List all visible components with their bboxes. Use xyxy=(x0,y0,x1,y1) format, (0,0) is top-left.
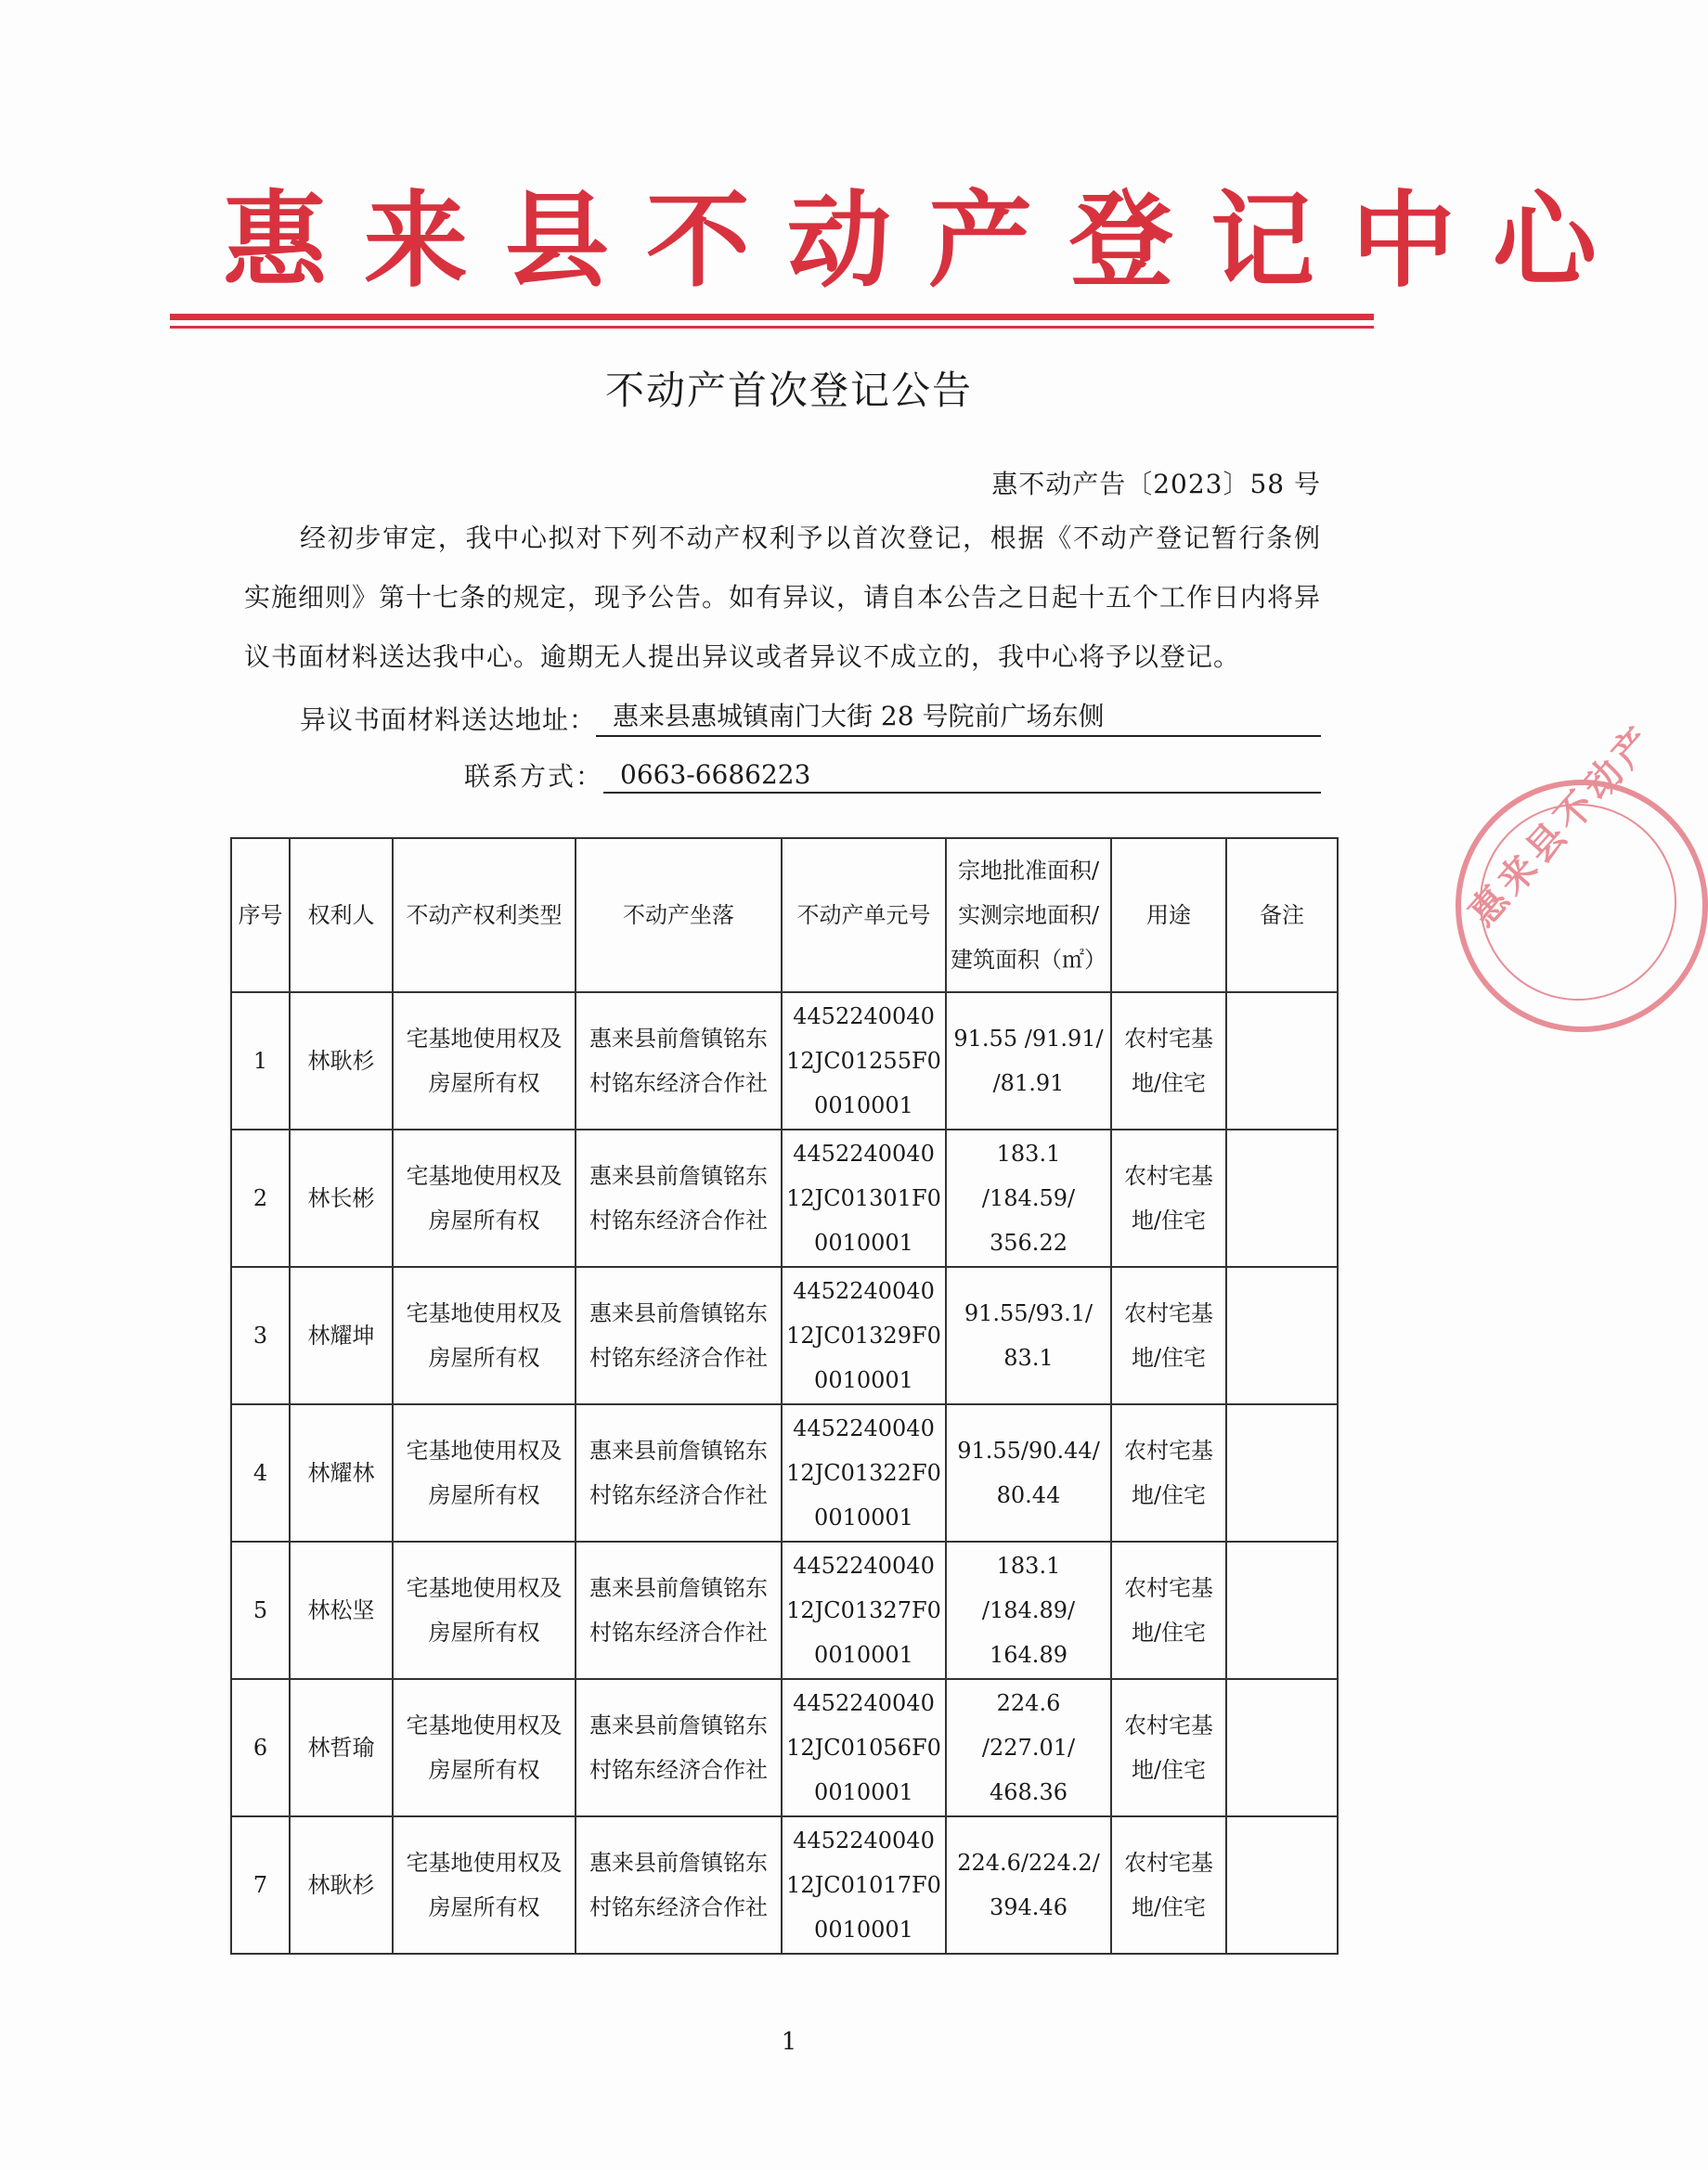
table-row xyxy=(231,1816,1338,1954)
table-row xyxy=(231,992,1338,1130)
cell-location: 惠来县前詹镇铭东村铭东经济合作社 xyxy=(576,1267,782,1404)
header-cell: 不动产坐落 xyxy=(576,838,782,992)
table-row xyxy=(231,1404,1338,1542)
cell-owner: 林长彬 xyxy=(290,1130,393,1267)
header-cell: 备注 xyxy=(1226,838,1338,992)
cell-unit-number: 445224004012JC01255F00010001 xyxy=(782,992,946,1130)
cell-usage: 农村宅基地/住宅 xyxy=(1111,992,1226,1130)
cell-usage: 农村宅基地/住宅 xyxy=(1111,1816,1226,1954)
table-row xyxy=(231,1542,1338,1679)
address-value: 惠来县惠城镇南门大街 28 号院前广场东侧 xyxy=(596,696,1321,737)
cell-remark xyxy=(1226,1542,1338,1679)
contact-label: 联系方式： xyxy=(464,761,604,792)
header-rule-thick xyxy=(170,314,1374,320)
cell-remark xyxy=(1226,1816,1338,1954)
cell-owner: 林耿杉 xyxy=(290,992,393,1130)
notice-body xyxy=(244,509,1321,687)
cell-usage: 农村宅基地/住宅 xyxy=(1111,1542,1226,1679)
header-cell: 序号 xyxy=(231,838,290,992)
cell-seq: 6 xyxy=(231,1679,290,1816)
cell-owner: 林哲瑜 xyxy=(290,1679,393,1816)
cell-area: 224.6/224.2/ 394.46 xyxy=(946,1816,1111,1954)
cell-unit-number: 445224004012JC01327F00010001 xyxy=(782,1542,946,1679)
cell-seq: 5 xyxy=(231,1542,290,1679)
cell-owner: 林耿杉 xyxy=(290,1816,393,1954)
cell-right-type: 宅基地使用权及房屋所有权 xyxy=(393,1679,576,1816)
cell-area: 224.6 /227.01/ 468.36 xyxy=(946,1679,1111,1816)
table-row xyxy=(231,1679,1338,1816)
cell-usage: 农村宅基地/住宅 xyxy=(1111,1267,1226,1404)
cell-area: 91.55 /91.91/ /81.91 xyxy=(946,992,1111,1130)
header-cell: 不动产权利类型 xyxy=(393,838,576,992)
cell-unit-number: 445224004012JC01322F00010001 xyxy=(782,1404,946,1542)
cell-right-type: 宅基地使用权及房屋所有权 xyxy=(393,1816,576,1954)
cell-location: 惠来县前詹镇铭东村铭东经济合作社 xyxy=(576,992,782,1130)
cell-usage: 农村宅基地/住宅 xyxy=(1111,1679,1226,1816)
cell-unit-number: 445224004012JC01056F00010001 xyxy=(782,1679,946,1816)
cell-remark xyxy=(1226,1679,1338,1816)
page-number: 1 xyxy=(781,2028,797,2056)
cell-area: 183.1 /184.89/ 164.89 xyxy=(946,1542,1111,1679)
header-cell: 宗地批准面积/实测宗地面积/建筑面积（㎡） xyxy=(946,838,1111,992)
address-row xyxy=(300,696,1321,737)
header-cell: 用途 xyxy=(1111,838,1226,992)
notice-paragraph: 经初步审定，我中心拟对下列不动产权利予以首次登记，根据《不动产登记暂行条例实施细则》第十七条的规定，现予公告。如有异议，请自本公告之日起十五个工作日内将异议书面材料送达我中心。逾期无人提出异议或者异议不成立的，我中心将予以登记。 xyxy=(244,523,1322,672)
cell-seq: 7 xyxy=(231,1816,290,1954)
header-cell: 权利人 xyxy=(290,838,393,992)
cell-seq: 3 xyxy=(231,1267,290,1404)
cell-owner: 林耀坤 xyxy=(290,1267,393,1404)
org-masthead: 惠来县不动产登记中心 xyxy=(223,181,1634,302)
cell-unit-number: 445224004012JC01017F00010001 xyxy=(782,1816,946,1954)
cell-location: 惠来县前詹镇铭东村铭东经济合作社 xyxy=(576,1542,782,1679)
cell-remark xyxy=(1226,1267,1338,1404)
header-rule-thin xyxy=(170,326,1374,329)
cell-owner: 林耀林 xyxy=(290,1404,393,1542)
cell-seq: 1 xyxy=(231,992,290,1130)
cell-unit-number: 445224004012JC01329F00010001 xyxy=(782,1267,946,1404)
cell-area: 91.55/93.1/ 83.1 xyxy=(946,1267,1111,1404)
cell-unit-number: 445224004012JC01301F00010001 xyxy=(782,1130,946,1267)
table-row xyxy=(231,1267,1338,1404)
cell-location: 惠来县前詹镇铭东村铭东经济合作社 xyxy=(576,1816,782,1954)
notice-title: 不动产首次登记公告 xyxy=(604,368,973,413)
cell-area: 183.1 /184.59/ 356.22 xyxy=(946,1130,1111,1267)
cell-seq: 2 xyxy=(231,1130,290,1267)
registration-table xyxy=(230,837,1339,1955)
cell-remark xyxy=(1226,1404,1338,1542)
cell-location: 惠来县前詹镇铭东村铭东经济合作社 xyxy=(576,1404,782,1542)
table-row xyxy=(231,1130,1338,1267)
table-header-row xyxy=(231,838,1338,992)
address-label: 异议书面材料送达地址： xyxy=(300,704,597,735)
cell-remark xyxy=(1226,1130,1338,1267)
cell-owner: 林松坚 xyxy=(290,1542,393,1679)
cell-location: 惠来县前詹镇铭东村铭东经济合作社 xyxy=(576,1130,782,1267)
official-seal-text: 惠来县不动产 xyxy=(1460,716,1664,936)
cell-usage: 农村宅基地/住宅 xyxy=(1111,1130,1226,1267)
cell-usage: 农村宅基地/住宅 xyxy=(1111,1404,1226,1542)
contact-row xyxy=(464,756,1321,794)
cell-area: 91.55/90.44/ 80.44 xyxy=(946,1404,1111,1542)
official-seal xyxy=(1456,716,1708,1032)
cell-right-type: 宅基地使用权及房屋所有权 xyxy=(393,1267,576,1404)
cell-right-type: 宅基地使用权及房屋所有权 xyxy=(393,1542,576,1679)
cell-right-type: 宅基地使用权及房屋所有权 xyxy=(393,1130,576,1267)
cell-right-type: 宅基地使用权及房屋所有权 xyxy=(393,992,576,1130)
cell-right-type: 宅基地使用权及房屋所有权 xyxy=(393,1404,576,1542)
header-cell: 不动产单元号 xyxy=(782,838,946,992)
contact-value: 0663-6686223 xyxy=(603,759,1321,794)
cell-location: 惠来县前詹镇铭东村铭东经济合作社 xyxy=(576,1679,782,1816)
cell-seq: 4 xyxy=(231,1404,290,1542)
cell-remark xyxy=(1226,992,1338,1130)
document-number: 惠不动产告〔2023〕58 号 xyxy=(991,469,1321,499)
